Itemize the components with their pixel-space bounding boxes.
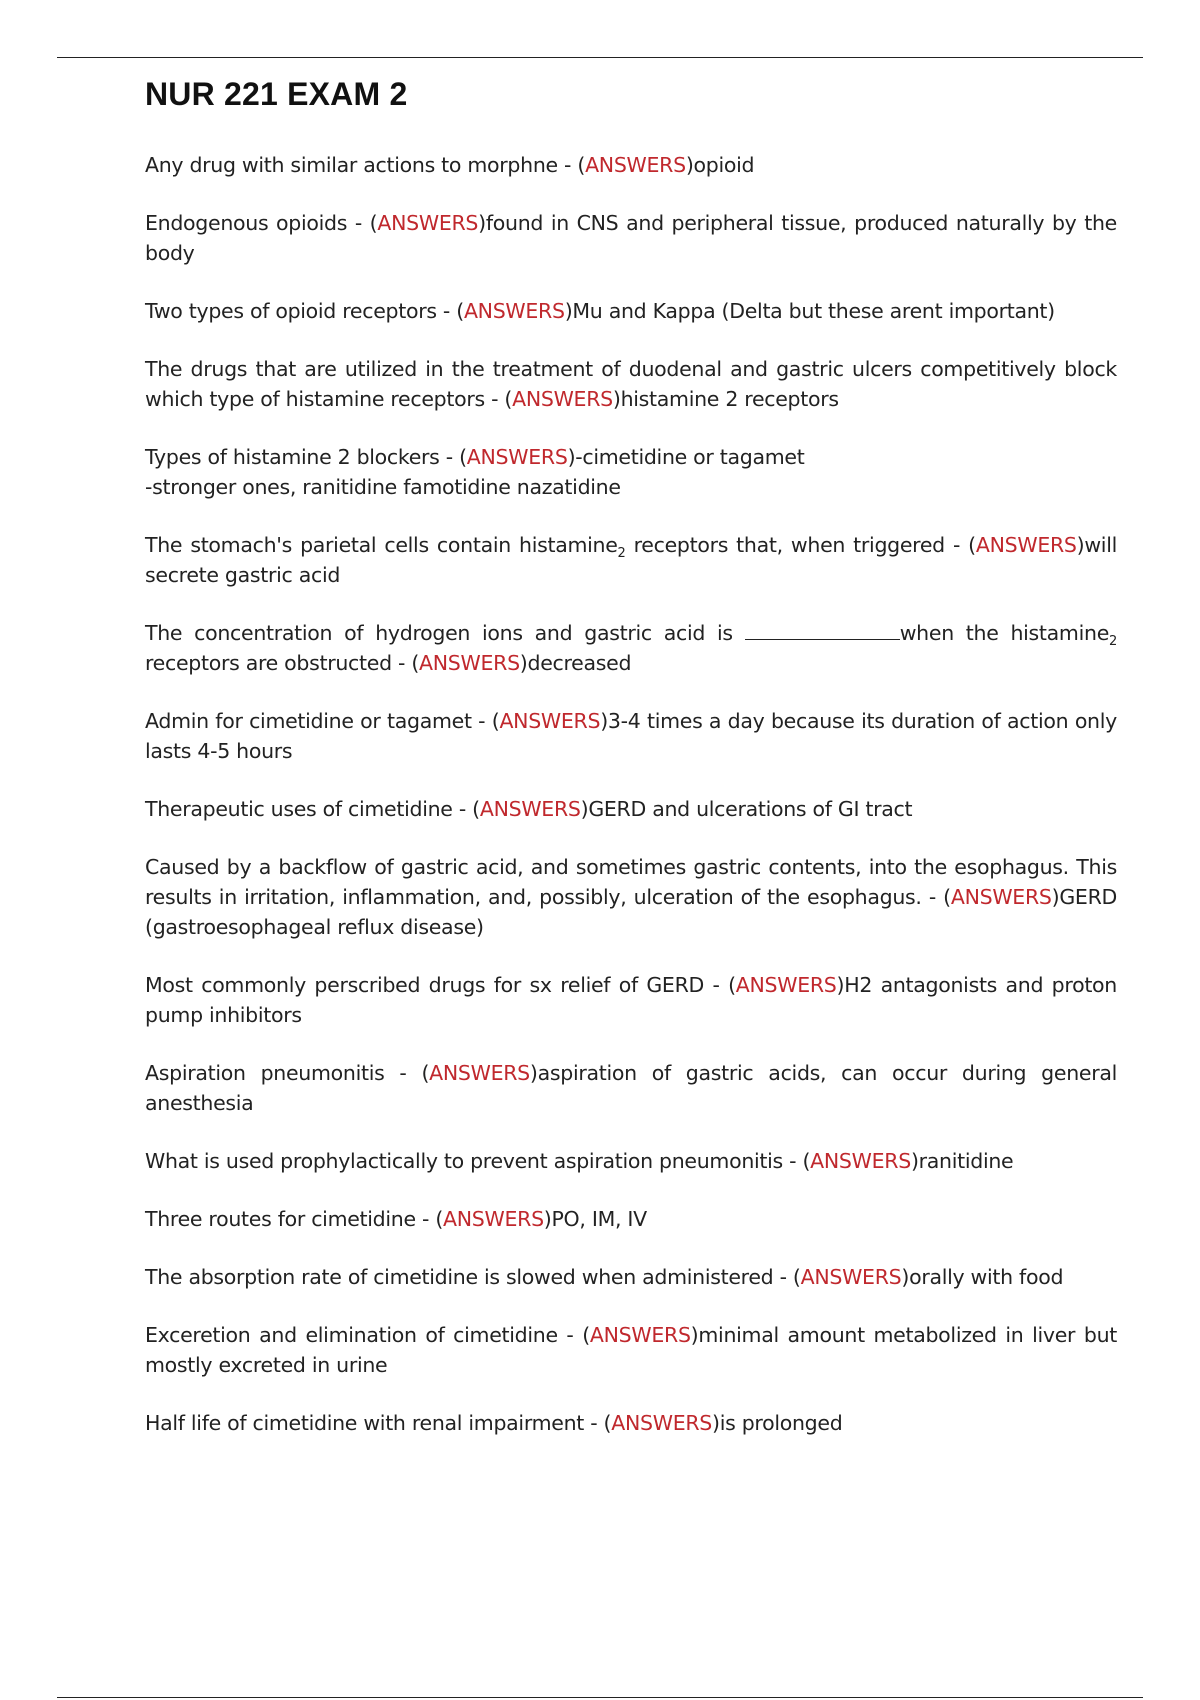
qa-item: Endogenous opioids - (ANSWERS)found in CNS and peripheral tissue, produced naturally by the body xyxy=(145,211,1117,265)
page-title: NUR 221 EXAM 2 xyxy=(145,76,408,112)
question: Caused by a backflow of gastric acid, and sometimes gastric contents, into the esophagus. This results in irritation, inflammation, and, possibly, ulceration of the esophagus. xyxy=(145,855,1117,909)
answer-tag: ANSWERS xyxy=(810,1149,911,1173)
answer-tag: ANSWERS xyxy=(512,387,613,411)
qa-item: The concentration of hydrogen ions and gastric acid is when the histamine$_2$ receptors are obstructed - (ANSWERS)decreased xyxy=(145,621,1117,675)
question: Exceretion and elimination of cimetidine xyxy=(145,1323,558,1347)
answer-tag: ANSWERS xyxy=(589,1323,691,1347)
answer: opioid xyxy=(693,153,755,177)
question: Types of histamine 2 blockers xyxy=(145,445,440,469)
question-continued: receptors that, when triggered xyxy=(625,533,945,557)
question: Most commonly perscribed drugs for sx relief of GERD xyxy=(145,973,705,997)
qa-item: Caused by a backflow of gastric acid, and sometimes gastric contents, into the esophagus. This results in irritation, inflammation, and, possibly, ulceration of the esophagus. - (ANSWERS)GERD (gastroesophageal reflux disease) xyxy=(145,855,1117,939)
answer-tag: ANSWERS xyxy=(463,299,565,323)
answer: orally with food xyxy=(909,1265,1064,1289)
answer-tag: ANSWERS xyxy=(479,797,581,821)
answer-tag: ANSWERS xyxy=(419,651,520,675)
answer: ranitidine xyxy=(918,1149,1014,1173)
qa-item: Types of histamine 2 blockers - (ANSWERS)-cimetidine or tagamet -stronger ones, ranitidine famotidine nazatidine xyxy=(145,445,805,499)
qa-item: Admin for cimetidine or tagamet - (ANSWERS)3-4 times a day because its duration of action only lasts 4-5 hours xyxy=(145,709,1117,763)
question: Three routes for cimetidine xyxy=(145,1207,416,1231)
answer: H2 antagonists and proton pump inhibitors xyxy=(145,973,1117,1027)
question: Half life of cimetidine with renal impairment xyxy=(145,1411,585,1435)
answer: found in CNS and peripheral tissue, produced naturally by the body xyxy=(145,211,1117,265)
answer: Mu and Kappa (Delta but these arent important) xyxy=(572,299,1055,323)
question: Admin for cimetidine or tagamet xyxy=(145,709,472,733)
answer: histamine 2 receptors xyxy=(620,387,839,411)
question: Two types of opioid receptors xyxy=(145,299,437,323)
top-rule xyxy=(57,57,1143,58)
qa-item: Aspiration pneumonitis - (ANSWERS)aspiration of gastric acids, can occur during general anesthesia xyxy=(145,1061,1117,1115)
question: Any drug with similar actions to morphne xyxy=(145,153,558,177)
answer-tag: ANSWERS xyxy=(466,445,568,469)
qa-item: The stomach's parietal cells contain histamine$_2$ receptors that, when triggered - (ANSWERS)will secrete gastric acid xyxy=(145,533,1117,587)
question: Therapeutic uses of cimetidine xyxy=(145,797,453,821)
answer-tag: ANSWERS xyxy=(950,885,1052,909)
bottom-rule xyxy=(57,1697,1143,1698)
question: The drugs that are utilized in the treatment of duodenal and gastric ulcers competitively block which type of histamine receptors xyxy=(145,357,1117,411)
question: What is used prophylactically to prevent aspiration pneumonitis xyxy=(145,1149,783,1173)
answer-tag: ANSWERS xyxy=(735,973,837,997)
answer-tag: ANSWERS xyxy=(377,211,479,235)
fill-in-blank xyxy=(745,621,900,640)
answer: will secrete gastric acid xyxy=(145,533,1117,587)
answer: -cimetidine or tagamet xyxy=(575,445,805,469)
answer: GERD (gastroesophageal reflux disease) xyxy=(145,885,1117,939)
qa-item: Two types of opioid receptors - (ANSWERS)Mu and Kappa (Delta but these arent important) xyxy=(145,299,1055,323)
question-end: receptors are obstructed xyxy=(145,651,392,675)
qa-item: Exceretion and elimination of cimetidine - (ANSWERS)minimal amount metabolized in liver but mostly excreted in urine xyxy=(145,1323,1118,1377)
answer: 3-4 times a day because its duration of action only lasts 4-5 hours xyxy=(145,709,1117,763)
answer: decreased xyxy=(527,651,632,675)
answer: PO, IM, IV xyxy=(551,1207,647,1231)
answer-continued: -stronger ones, ranitidine famotidine nazatidine xyxy=(145,475,621,499)
answer: is prolonged xyxy=(719,1411,843,1435)
question: Aspiration pneumonitis xyxy=(145,1061,385,1085)
document-body xyxy=(145,70,1117,1466)
qa-item: Any drug with similar actions to morphne - (ANSWERS)opioid xyxy=(145,153,755,177)
answer: GERD and ulcerations of GI tract xyxy=(588,797,913,821)
answer-tag: ANSWERS xyxy=(800,1265,902,1289)
subscript: 2 xyxy=(1109,634,1117,650)
qa-item: Half life of cimetidine with renal impairment - (ANSWERS)is prolonged xyxy=(145,1411,843,1435)
answer-tag: ANSWERS xyxy=(499,709,601,733)
answer: minimal amount metabolized in liver but mostly excreted in urine xyxy=(145,1323,1118,1377)
question-continued: when the histamine xyxy=(899,621,1110,645)
answer-tag: ANSWERS xyxy=(429,1061,530,1085)
qa-item: Therapeutic uses of cimetidine - (ANSWERS)GERD and ulcerations of GI tract xyxy=(145,797,913,821)
answer: aspiration of gastric acids, can occur during general anesthesia xyxy=(145,1061,1117,1115)
answer-tag: ANSWERS xyxy=(611,1411,713,1435)
question: The absorption rate of cimetidine is slowed when administered xyxy=(145,1265,774,1289)
qa-item: The drugs that are utilized in the treatment of duodenal and gastric ulcers competitively block which type of histamine receptors - (ANSWERS)histamine 2 receptors xyxy=(145,357,1117,411)
question: The stomach's parietal cells contain histamine xyxy=(145,533,618,557)
answer-tag: ANSWERS xyxy=(443,1207,544,1231)
qa-item: What is used prophylactically to prevent aspiration pneumonitis - (ANSWERS)ranitidine xyxy=(145,1149,1014,1173)
answer-tag: ANSWERS xyxy=(975,533,1077,557)
qa-item: Most commonly perscribed drugs for sx relief of GERD - (ANSWERS)H2 antagonists and proton pump inhibitors xyxy=(145,973,1117,1027)
question: Endogenous opioids xyxy=(145,211,348,235)
qa-item: Three routes for cimetidine - (ANSWERS)PO, IM, IV xyxy=(145,1207,647,1231)
subscript: 2 xyxy=(617,546,626,562)
answer-tag: ANSWERS xyxy=(585,153,686,177)
qa-item: The absorption rate of cimetidine is slowed when administered - (ANSWERS)orally with food xyxy=(145,1265,1064,1289)
question: The concentration of hydrogen ions and gastric acid is xyxy=(145,621,745,645)
